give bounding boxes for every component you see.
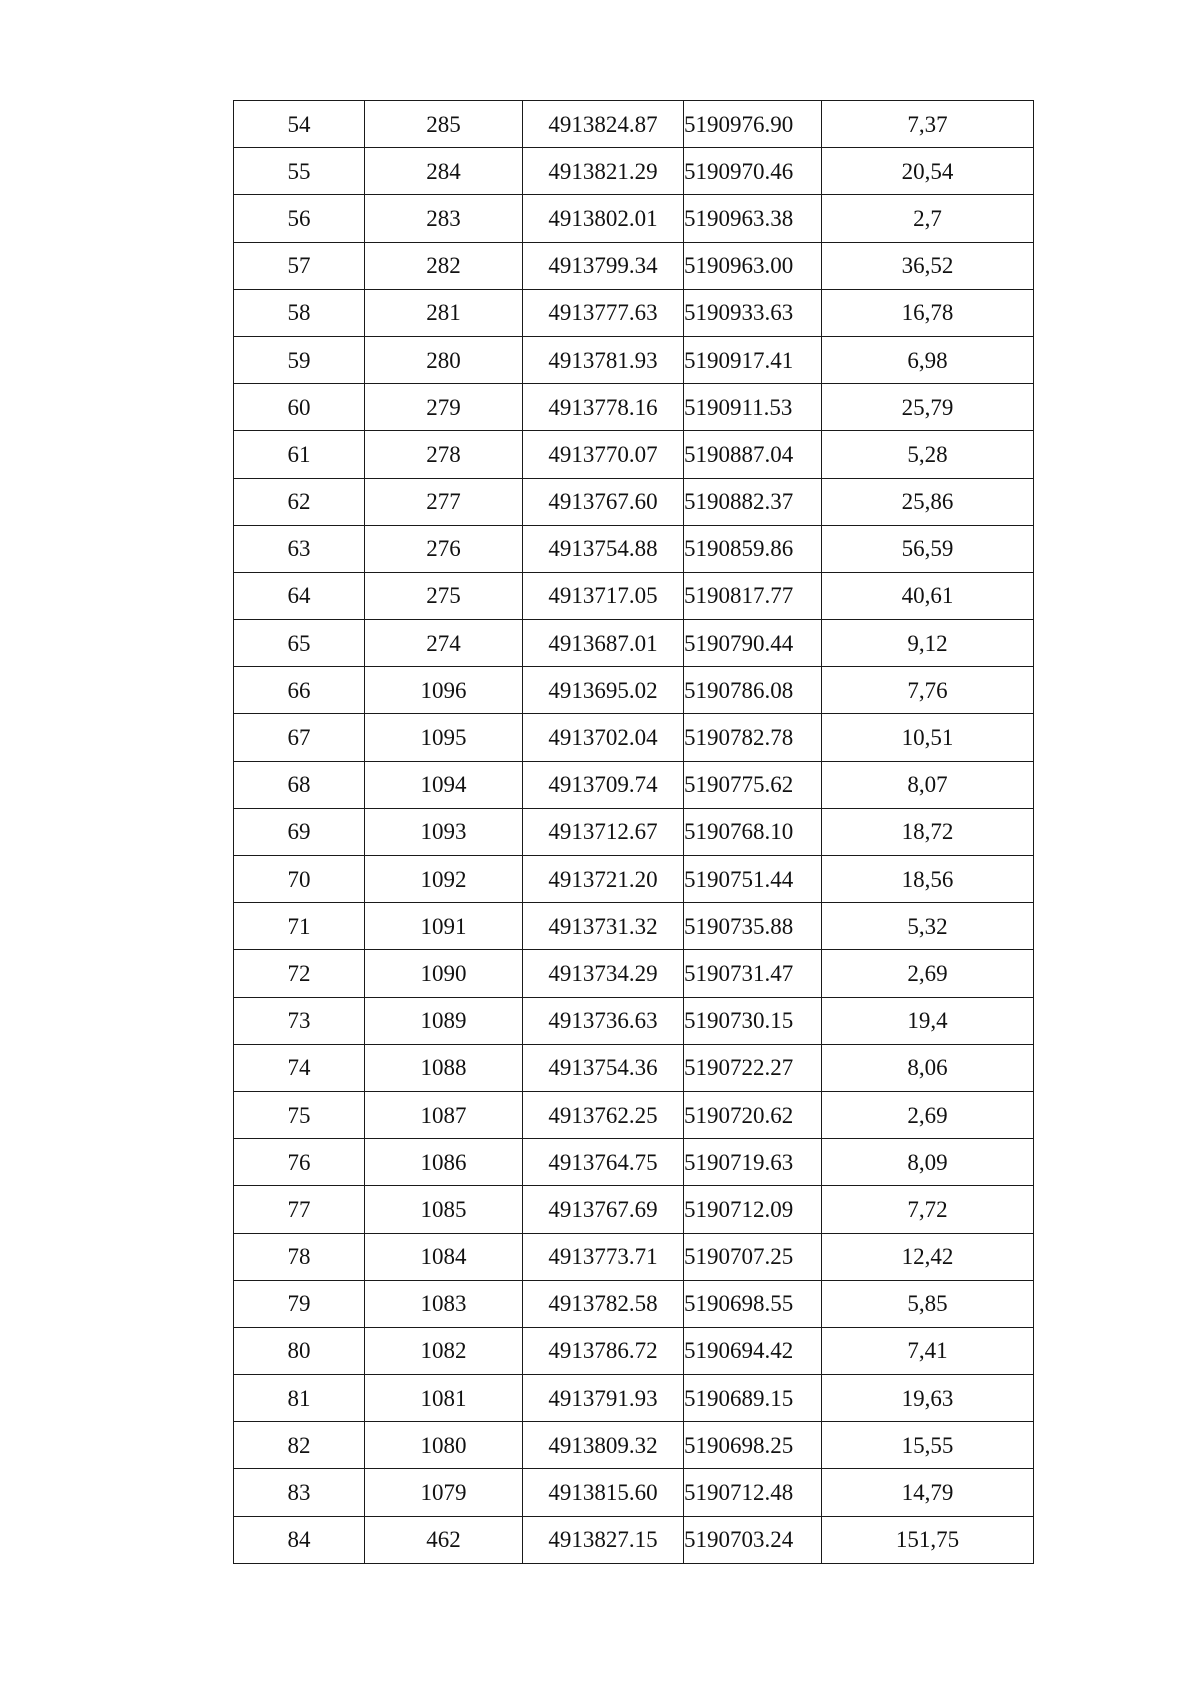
segment-length-cell: 25,86: [822, 478, 1034, 525]
point-id-cell: 1091: [365, 903, 523, 950]
row-number-cell: 81: [234, 1375, 365, 1422]
y-coordinate-cell: 5190782.78: [684, 714, 822, 761]
table-row: [234, 856, 1034, 903]
table-row: [234, 242, 1034, 289]
y-coordinate-cell: 5190722.27: [684, 1044, 822, 1091]
segment-length-cell: 56,59: [822, 525, 1034, 572]
segment-length-cell: 40,61: [822, 572, 1034, 619]
point-id-cell: 276: [365, 525, 523, 572]
row-number-cell: 83: [234, 1469, 365, 1516]
point-id-cell: 1080: [365, 1422, 523, 1469]
row-number-cell: 77: [234, 1186, 365, 1233]
x-coordinate-cell: 4913799.34: [523, 242, 684, 289]
point-id-cell: 1087: [365, 1091, 523, 1138]
point-id-cell: 283: [365, 195, 523, 242]
point-id-cell: 1096: [365, 667, 523, 714]
point-id-cell: 1083: [365, 1280, 523, 1327]
segment-length-cell: 15,55: [822, 1422, 1034, 1469]
x-coordinate-cell: 4913736.63: [523, 997, 684, 1044]
x-coordinate-cell: 4913767.69: [523, 1186, 684, 1233]
row-number-cell: 70: [234, 856, 365, 903]
segment-length-cell: 9,12: [822, 620, 1034, 667]
x-coordinate-cell: 4913754.36: [523, 1044, 684, 1091]
row-number-cell: 59: [234, 336, 365, 383]
x-coordinate-cell: 4913767.60: [523, 478, 684, 525]
y-coordinate-cell: 5190703.24: [684, 1516, 822, 1563]
y-coordinate-cell: 5190933.63: [684, 289, 822, 336]
y-coordinate-cell: 5190694.42: [684, 1327, 822, 1374]
table-row: [234, 431, 1034, 478]
y-coordinate-cell: 5190689.15: [684, 1375, 822, 1422]
x-coordinate-cell: 4913821.29: [523, 148, 684, 195]
point-id-cell: 277: [365, 478, 523, 525]
row-number-cell: 65: [234, 620, 365, 667]
point-id-cell: 281: [365, 289, 523, 336]
row-number-cell: 63: [234, 525, 365, 572]
x-coordinate-cell: 4913695.02: [523, 667, 684, 714]
y-coordinate-cell: 5190817.77: [684, 572, 822, 619]
segment-length-cell: 10,51: [822, 714, 1034, 761]
point-id-cell: 275: [365, 572, 523, 619]
point-id-cell: 1089: [365, 997, 523, 1044]
segment-length-cell: 7,72: [822, 1186, 1034, 1233]
row-number-cell: 67: [234, 714, 365, 761]
row-number-cell: 55: [234, 148, 365, 195]
point-id-cell: 279: [365, 384, 523, 431]
y-coordinate-cell: 5190720.62: [684, 1091, 822, 1138]
row-number-cell: 75: [234, 1091, 365, 1138]
table-row: [234, 1422, 1034, 1469]
segment-length-cell: 5,28: [822, 431, 1034, 478]
point-id-cell: 462: [365, 1516, 523, 1563]
table-row: [234, 1516, 1034, 1563]
segment-length-cell: 19,4: [822, 997, 1034, 1044]
y-coordinate-cell: 5190786.08: [684, 667, 822, 714]
point-id-cell: 1086: [365, 1139, 523, 1186]
x-coordinate-cell: 4913709.74: [523, 761, 684, 808]
x-coordinate-cell: 4913786.72: [523, 1327, 684, 1374]
table-row: [234, 148, 1034, 195]
segment-length-cell: 5,32: [822, 903, 1034, 950]
point-id-cell: 1082: [365, 1327, 523, 1374]
row-number-cell: 78: [234, 1233, 365, 1280]
row-number-cell: 80: [234, 1327, 365, 1374]
x-coordinate-cell: 4913815.60: [523, 1469, 684, 1516]
y-coordinate-cell: 5190735.88: [684, 903, 822, 950]
point-id-cell: 1079: [365, 1469, 523, 1516]
table-row: [234, 997, 1034, 1044]
y-coordinate-cell: 5190882.37: [684, 478, 822, 525]
table-row: [234, 808, 1034, 855]
segment-length-cell: 2,7: [822, 195, 1034, 242]
y-coordinate-cell: 5190731.47: [684, 950, 822, 997]
row-number-cell: 57: [234, 242, 365, 289]
point-id-cell: 1092: [365, 856, 523, 903]
x-coordinate-cell: 4913734.29: [523, 950, 684, 997]
x-coordinate-cell: 4913712.67: [523, 808, 684, 855]
segment-length-cell: 12,42: [822, 1233, 1034, 1280]
table-row: [234, 1280, 1034, 1327]
segment-length-cell: 5,85: [822, 1280, 1034, 1327]
x-coordinate-cell: 4913778.16: [523, 384, 684, 431]
row-number-cell: 66: [234, 667, 365, 714]
x-coordinate-cell: 4913791.93: [523, 1375, 684, 1422]
point-id-cell: 282: [365, 242, 523, 289]
x-coordinate-cell: 4913802.01: [523, 195, 684, 242]
table-row: [234, 761, 1034, 808]
table-row: [234, 384, 1034, 431]
y-coordinate-cell: 5190712.48: [684, 1469, 822, 1516]
segment-length-cell: 151,75: [822, 1516, 1034, 1563]
table-row: [234, 336, 1034, 383]
point-id-cell: 1090: [365, 950, 523, 997]
table-row: [234, 101, 1034, 148]
y-coordinate-cell: 5190970.46: [684, 148, 822, 195]
x-coordinate-cell: 4913764.75: [523, 1139, 684, 1186]
row-number-cell: 79: [234, 1280, 365, 1327]
point-id-cell: 1088: [365, 1044, 523, 1091]
table-row: [234, 1091, 1034, 1138]
row-number-cell: 74: [234, 1044, 365, 1091]
point-id-cell: 1093: [365, 808, 523, 855]
y-coordinate-cell: 5190775.62: [684, 761, 822, 808]
x-coordinate-cell: 4913824.87: [523, 101, 684, 148]
y-coordinate-cell: 5190751.44: [684, 856, 822, 903]
x-coordinate-cell: 4913762.25: [523, 1091, 684, 1138]
segment-length-cell: 7,41: [822, 1327, 1034, 1374]
row-number-cell: 68: [234, 761, 365, 808]
y-coordinate-cell: 5190963.38: [684, 195, 822, 242]
point-id-cell: 274: [365, 620, 523, 667]
table-row: [234, 950, 1034, 997]
table-row: [234, 903, 1034, 950]
table-row: [234, 1469, 1034, 1516]
point-id-cell: 285: [365, 101, 523, 148]
point-id-cell: 1081: [365, 1375, 523, 1422]
segment-length-cell: 18,56: [822, 856, 1034, 903]
x-coordinate-cell: 4913731.32: [523, 903, 684, 950]
point-id-cell: 1084: [365, 1233, 523, 1280]
coordinates-table-body: [234, 101, 1034, 1564]
row-number-cell: 64: [234, 572, 365, 619]
y-coordinate-cell: 5190976.90: [684, 101, 822, 148]
y-coordinate-cell: 5190963.00: [684, 242, 822, 289]
segment-length-cell: 8,06: [822, 1044, 1034, 1091]
row-number-cell: 69: [234, 808, 365, 855]
y-coordinate-cell: 5190707.25: [684, 1233, 822, 1280]
x-coordinate-cell: 4913717.05: [523, 572, 684, 619]
point-id-cell: 1094: [365, 761, 523, 808]
segment-length-cell: 25,79: [822, 384, 1034, 431]
segment-length-cell: 8,07: [822, 761, 1034, 808]
y-coordinate-cell: 5190911.53: [684, 384, 822, 431]
x-coordinate-cell: 4913770.07: [523, 431, 684, 478]
row-number-cell: 76: [234, 1139, 365, 1186]
table-row: [234, 1139, 1034, 1186]
y-coordinate-cell: 5190698.55: [684, 1280, 822, 1327]
segment-length-cell: 2,69: [822, 1091, 1034, 1138]
row-number-cell: 56: [234, 195, 365, 242]
x-coordinate-cell: 4913721.20: [523, 856, 684, 903]
row-number-cell: 82: [234, 1422, 365, 1469]
row-number-cell: 54: [234, 101, 365, 148]
y-coordinate-cell: 5190859.86: [684, 525, 822, 572]
row-number-cell: 71: [234, 903, 365, 950]
segment-length-cell: 36,52: [822, 242, 1034, 289]
row-number-cell: 72: [234, 950, 365, 997]
table-row: [234, 714, 1034, 761]
x-coordinate-cell: 4913781.93: [523, 336, 684, 383]
document-page: [233, 100, 1033, 1564]
table-row: [234, 620, 1034, 667]
y-coordinate-cell: 5190698.25: [684, 1422, 822, 1469]
x-coordinate-cell: 4913777.63: [523, 289, 684, 336]
row-number-cell: 84: [234, 1516, 365, 1563]
y-coordinate-cell: 5190768.10: [684, 808, 822, 855]
y-coordinate-cell: 5190790.44: [684, 620, 822, 667]
point-id-cell: 280: [365, 336, 523, 383]
segment-length-cell: 16,78: [822, 289, 1034, 336]
x-coordinate-cell: 4913827.15: [523, 1516, 684, 1563]
row-number-cell: 61: [234, 431, 365, 478]
segment-length-cell: 6,98: [822, 336, 1034, 383]
x-coordinate-cell: 4913687.01: [523, 620, 684, 667]
table-row: [234, 572, 1034, 619]
x-coordinate-cell: 4913702.04: [523, 714, 684, 761]
table-row: [234, 1044, 1034, 1091]
table-row: [234, 525, 1034, 572]
segment-length-cell: 14,79: [822, 1469, 1034, 1516]
segment-length-cell: 18,72: [822, 808, 1034, 855]
table-row: [234, 289, 1034, 336]
segment-length-cell: 8,09: [822, 1139, 1034, 1186]
x-coordinate-cell: 4913754.88: [523, 525, 684, 572]
table-row: [234, 1375, 1034, 1422]
point-id-cell: 284: [365, 148, 523, 195]
coordinates-table: [233, 100, 1034, 1564]
segment-length-cell: 20,54: [822, 148, 1034, 195]
x-coordinate-cell: 4913809.32: [523, 1422, 684, 1469]
table-row: [234, 1327, 1034, 1374]
segment-length-cell: 19,63: [822, 1375, 1034, 1422]
segment-length-cell: 7,76: [822, 667, 1034, 714]
row-number-cell: 62: [234, 478, 365, 525]
table-row: [234, 1233, 1034, 1280]
table-row: [234, 478, 1034, 525]
segment-length-cell: 2,69: [822, 950, 1034, 997]
point-id-cell: 278: [365, 431, 523, 478]
point-id-cell: 1085: [365, 1186, 523, 1233]
y-coordinate-cell: 5190887.04: [684, 431, 822, 478]
row-number-cell: 73: [234, 997, 365, 1044]
row-number-cell: 58: [234, 289, 365, 336]
table-row: [234, 195, 1034, 242]
x-coordinate-cell: 4913782.58: [523, 1280, 684, 1327]
point-id-cell: 1095: [365, 714, 523, 761]
table-row: [234, 1186, 1034, 1233]
y-coordinate-cell: 5190917.41: [684, 336, 822, 383]
x-coordinate-cell: 4913773.71: [523, 1233, 684, 1280]
segment-length-cell: 7,37: [822, 101, 1034, 148]
y-coordinate-cell: 5190719.63: [684, 1139, 822, 1186]
y-coordinate-cell: 5190712.09: [684, 1186, 822, 1233]
table-row: [234, 667, 1034, 714]
row-number-cell: 60: [234, 384, 365, 431]
y-coordinate-cell: 5190730.15: [684, 997, 822, 1044]
